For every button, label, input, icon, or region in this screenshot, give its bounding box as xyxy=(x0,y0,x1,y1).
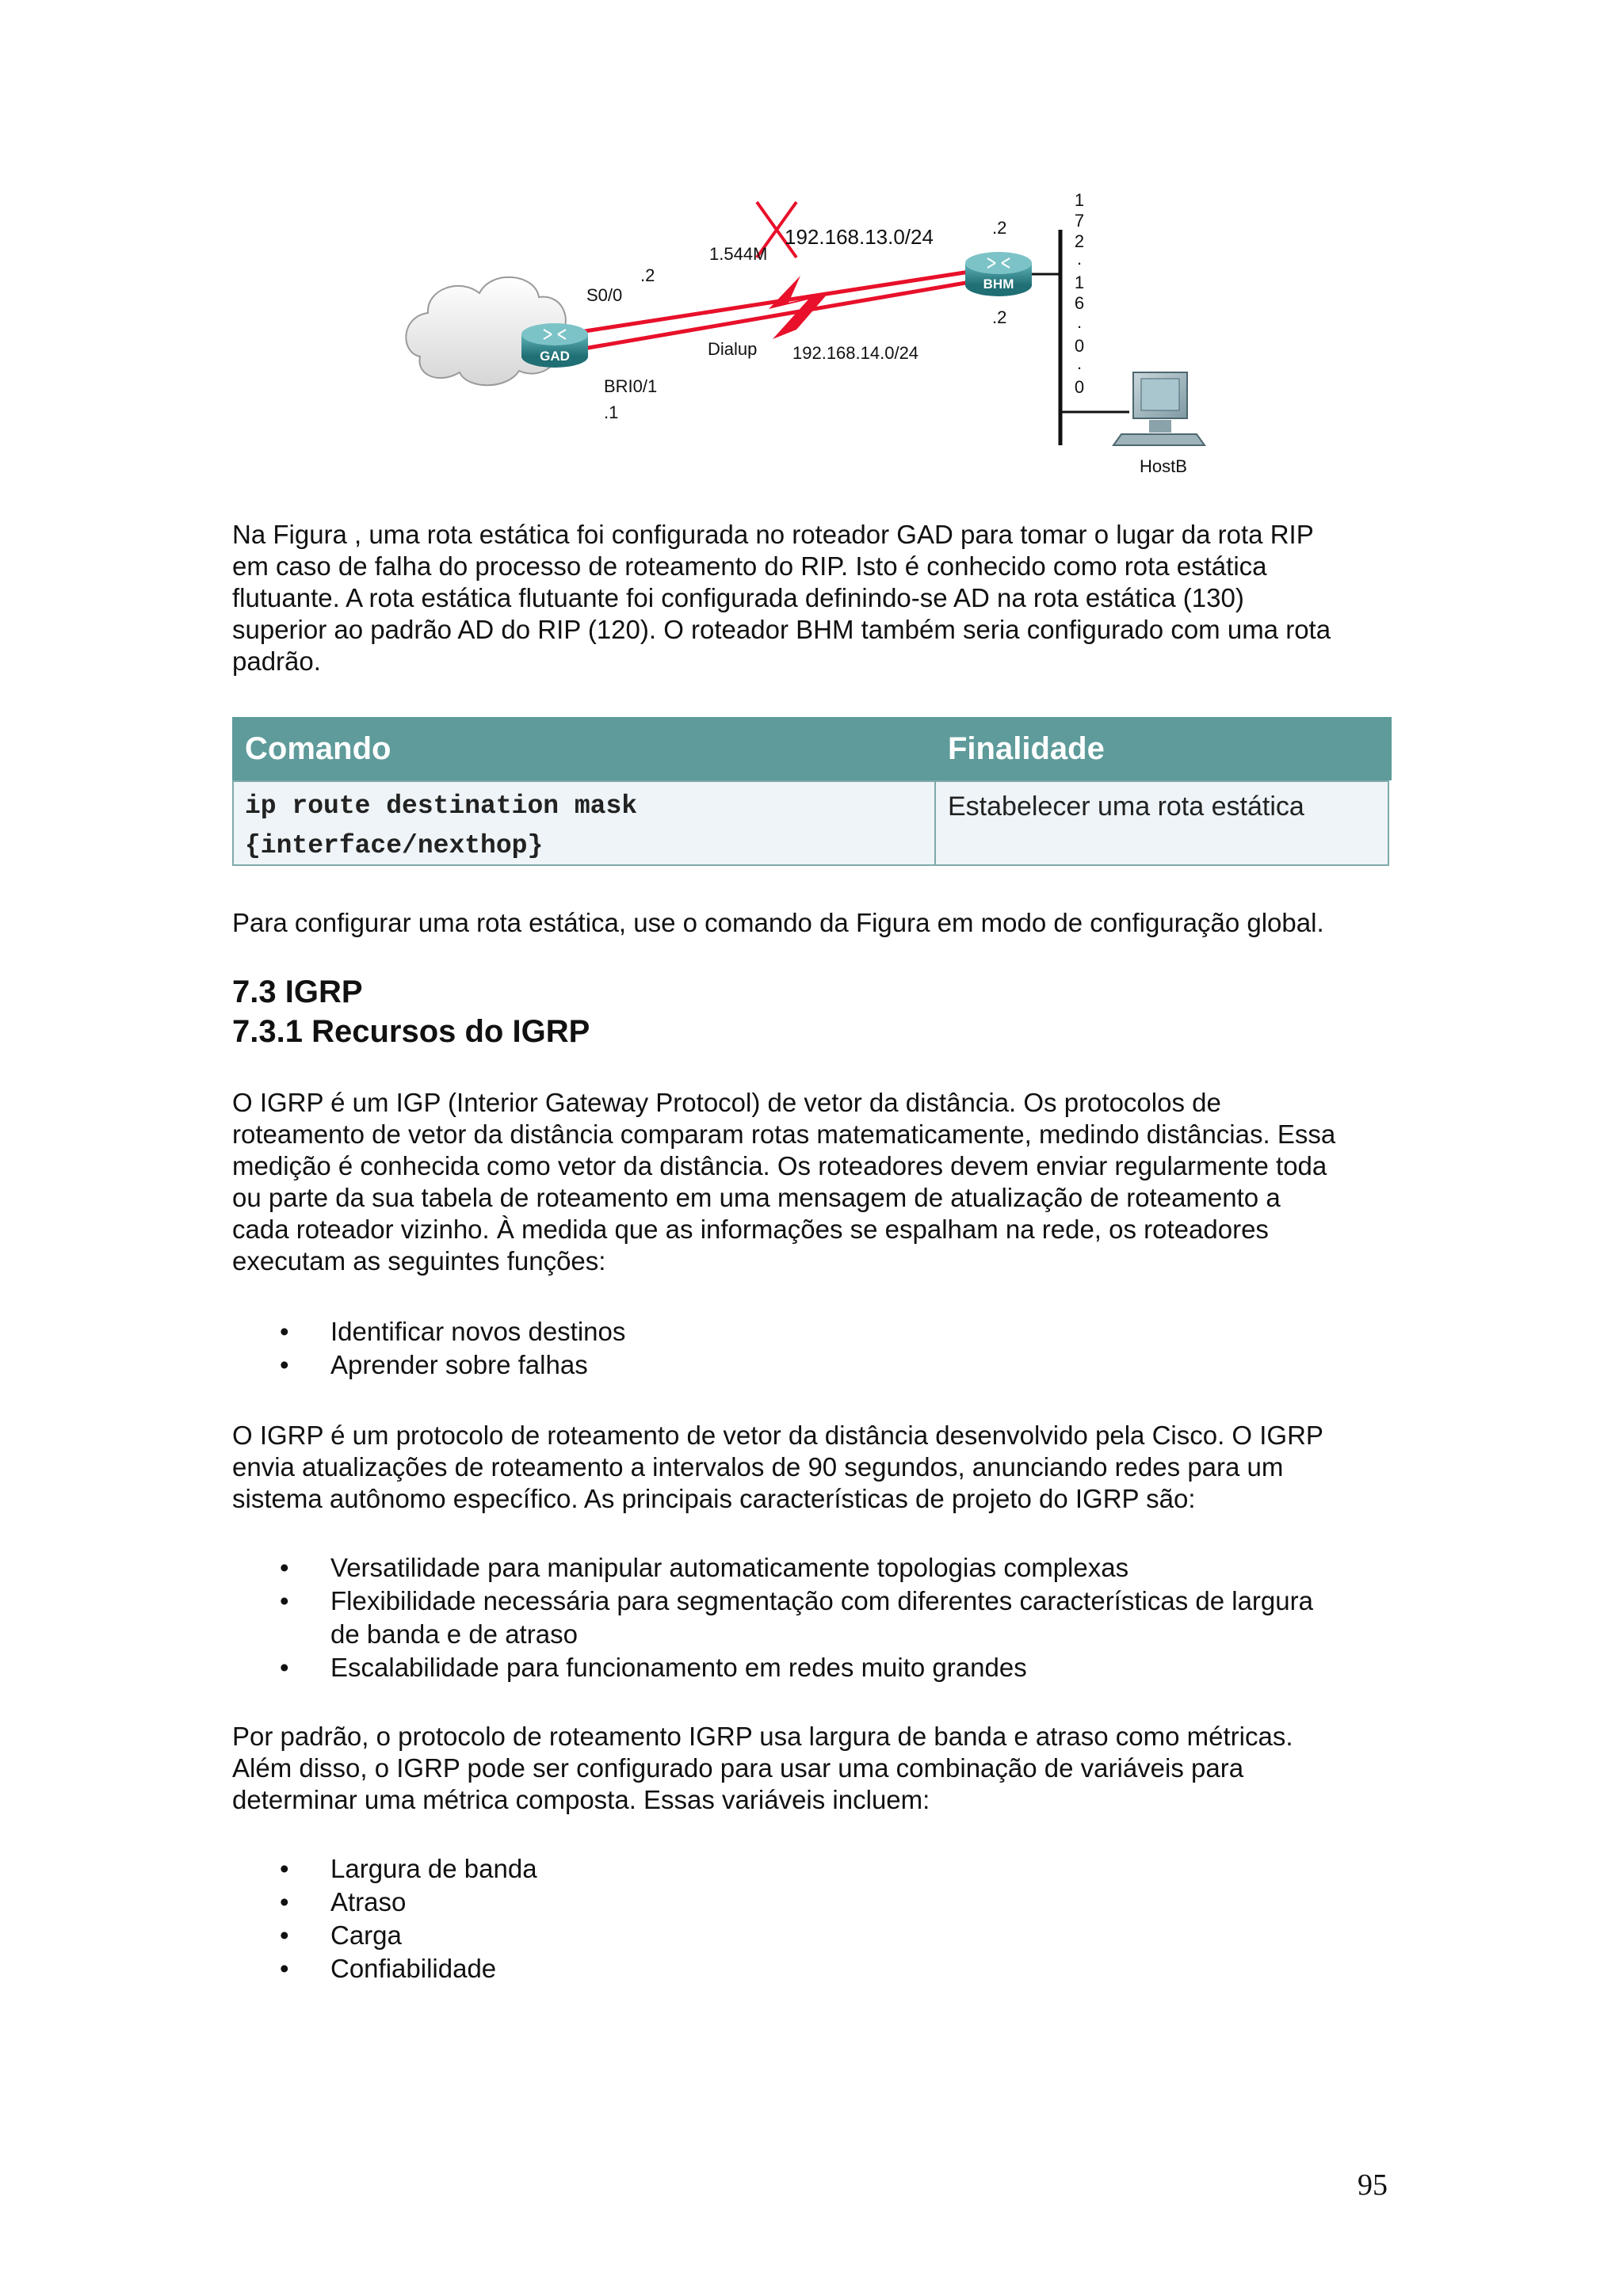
table-header xyxy=(232,717,1392,780)
command-table xyxy=(232,717,1392,868)
bullet-icon: • xyxy=(280,1653,289,1682)
router-bhm-label: BHM xyxy=(983,277,1014,292)
svg-text:.: . xyxy=(1076,312,1083,332)
paragraph-line: superior ao padrão AD do RIP (120). O roteador BHM também seria configurado com uma rota xyxy=(232,615,1331,644)
host-label: HostB xyxy=(1140,456,1187,476)
bullet-list-design xyxy=(232,1551,1405,1684)
bhm-bottom-address: .2 xyxy=(992,307,1007,327)
list-item xyxy=(232,1348,1405,1382)
paragraph-line: O IGRP é um IGP (Interior Gateway Protocol) de vetor da distância. Os protocolos de xyxy=(232,1088,1221,1117)
list-item-text: Atraso xyxy=(330,1887,407,1917)
paragraph-line: envia atualizações de roteamento a intervalos de 90 segundos, anunciando redes para um xyxy=(232,1452,1284,1482)
dialup-link xyxy=(575,281,975,350)
bhm-top-address: .2 xyxy=(992,218,1007,238)
svg-text:0: 0 xyxy=(1074,377,1085,397)
list-item xyxy=(232,1952,1405,1985)
serial-link xyxy=(575,271,975,333)
list-item-text-continuation: de banda e de atraso xyxy=(330,1619,578,1649)
paragraph-line: cada roteador vizinho. À medida que as informações se espalham na rede, os roteadores xyxy=(232,1215,1269,1244)
gad-bri-address: .1 xyxy=(604,402,619,422)
list-item xyxy=(232,1919,1405,1952)
network-14-label: 192.168.14.0/24 xyxy=(792,343,919,363)
header-comando: Comando xyxy=(245,731,391,766)
paragraph-igrp-metrics xyxy=(232,1721,1421,1816)
paragraph-line: Além disso, o IGRP pode ser configurado para usar uma combinação de variáveis para xyxy=(232,1753,1244,1783)
list-item xyxy=(232,1886,1405,1919)
svg-text:6: 6 xyxy=(1074,293,1085,313)
purpose-cell: Estabelecer uma rota estática xyxy=(948,791,1304,822)
list-item-text: Escalabilidade para funcionamento em redes muito grandes xyxy=(330,1653,1027,1682)
paragraph-igrp-intro xyxy=(232,1087,1421,1277)
list-item xyxy=(232,1651,1405,1684)
section-heading: 7.3 IGRP xyxy=(232,974,363,1009)
paragraph-line: sistema autônomo específico. As principais características de projeto do IGRP são: xyxy=(232,1484,1196,1513)
paragraph-static-route-command: Para configurar uma rota estática, use o comando da Figura em modo de configuração global. xyxy=(232,908,1324,937)
paragraph-line: padrão. xyxy=(232,646,321,676)
svg-text:1: 1 xyxy=(1074,273,1085,292)
paragraph-line: executam as seguintes funções: xyxy=(232,1246,606,1276)
paragraph-line: roteamento de vetor da distância comparam rotas matematicamente, medindo distâncias. Essa xyxy=(232,1119,1336,1149)
list-item-text: Carga xyxy=(330,1920,402,1950)
svg-text:.: . xyxy=(1076,249,1083,269)
bullet-icon: • xyxy=(280,1920,289,1950)
paragraph-line: ou parte da sua tabela de roteamento em uma mensagem de atualização de roteamento a xyxy=(232,1183,1281,1212)
paragraph-line: medição é conhecida como vetor da distância. Os roteadores devem enviar regularmente toda xyxy=(232,1151,1327,1180)
command-cell xyxy=(245,787,637,866)
svg-text:2: 2 xyxy=(1074,231,1085,251)
lan-network-label xyxy=(1075,190,1084,397)
bullet-icon: • xyxy=(280,1553,289,1582)
bullet-icon: • xyxy=(280,1317,289,1346)
paragraph-line: flutuante. A rota estática flutuante foi configurada definindo-se AD na rota estática (130) xyxy=(232,583,1244,612)
bullet-list-variables xyxy=(232,1852,1405,1985)
pc-host-icon xyxy=(1113,372,1205,445)
bullet-icon: • xyxy=(280,1887,289,1917)
subsection-heading: 7.3.1 Recursos do IGRP xyxy=(232,1014,590,1049)
list-item-text: Identificar novos destinos xyxy=(330,1317,626,1346)
interface-s0-label: S0/0 xyxy=(586,285,623,305)
command-line: {interface/nexthop} xyxy=(245,831,544,860)
paragraph-line: determinar uma métrica composta. Essas variáveis incluem: xyxy=(232,1785,930,1814)
interface-bri-label: BRI0/1 xyxy=(604,376,658,396)
bullet-icon: • xyxy=(280,1350,289,1379)
paragraph-line: O IGRP é um protocolo de roteamento de vetor da distância desenvolvido pela Cisco. O IGRP xyxy=(232,1421,1323,1450)
list-item xyxy=(232,1852,1405,1886)
paragraph-line: em caso de falha do processo de roteamento do RIP. Isto é conhecido como rota estática xyxy=(232,551,1267,581)
list-item xyxy=(232,1315,1405,1348)
list-item-text: Largura de banda xyxy=(330,1854,537,1883)
svg-text:7: 7 xyxy=(1074,211,1085,231)
list-item xyxy=(232,1585,1405,1651)
table-divider xyxy=(934,780,936,866)
svg-text:.: . xyxy=(1076,353,1083,373)
bullet-icon: • xyxy=(280,1854,289,1883)
bullet-icon: • xyxy=(280,1586,289,1615)
page-number: 95 xyxy=(1358,2168,1388,2202)
router-gad-label: GAD xyxy=(540,349,570,364)
svg-text:1: 1 xyxy=(1074,190,1085,210)
serial-speed-label: 1.544M xyxy=(709,244,768,264)
command-line: ip route destination mask xyxy=(245,791,638,821)
list-item-text: Confiabilidade xyxy=(330,1954,497,1983)
bullet-icon: • xyxy=(280,1954,289,1983)
dialup-label: Dialup xyxy=(708,339,758,359)
list-item-text: Flexibilidade necessária para segmentação com diferentes características de largura xyxy=(330,1586,1313,1615)
list-item xyxy=(232,1551,1405,1585)
bullet-list-functions xyxy=(232,1315,1405,1382)
svg-text:0: 0 xyxy=(1074,336,1085,356)
paragraph-floating-route xyxy=(232,519,1405,677)
paragraph-line: Na Figura , uma rota estática foi configurada no roteador GAD para tomar o lugar da rota RIP xyxy=(232,520,1314,549)
network-13-label: 192.168.13.0/24 xyxy=(785,225,934,249)
paragraph-line: Por padrão, o protocolo de roteamento IGRP usa largura de banda e atraso como métricas. xyxy=(232,1722,1293,1751)
gad-serial-address: .2 xyxy=(640,265,655,285)
list-item-text: Versatilidade para manipular automaticamente topologias complexas xyxy=(330,1553,1129,1582)
header-finalidade: Finalidade xyxy=(948,731,1105,766)
list-item-text: Aprender sobre falhas xyxy=(330,1350,588,1379)
network-diagram xyxy=(396,182,1268,483)
paragraph-igrp-cisco xyxy=(232,1420,1421,1515)
